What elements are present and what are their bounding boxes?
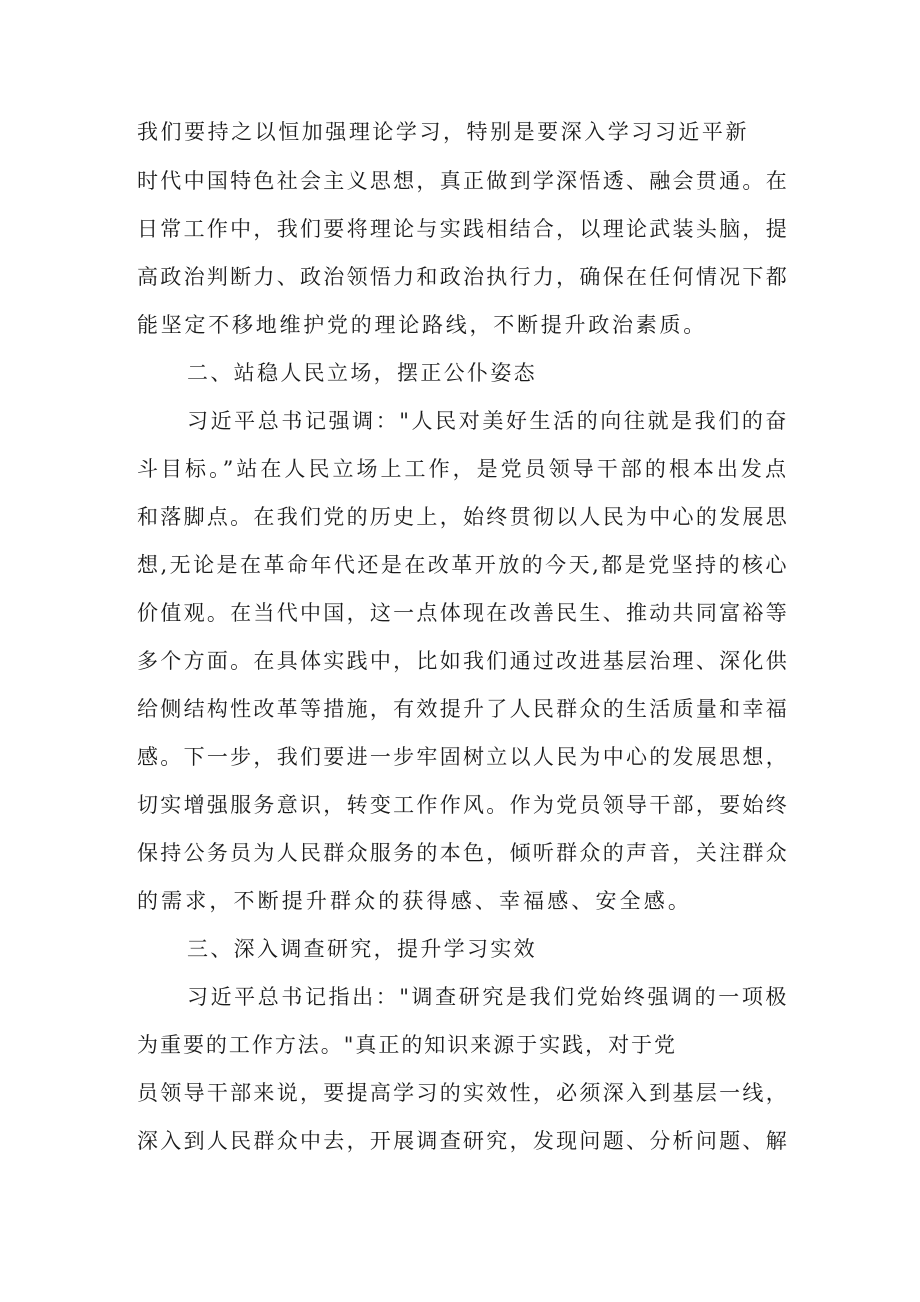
text-line: 给侧结构性改革等措施，有效提升了人民群众的生活质量和幸福: [137, 697, 789, 721]
text-line: 日常工作中，我们要将理论与实践相结合，以理论武装头脑，提: [137, 217, 789, 241]
text-line: 想,无论是在革命年代还是在改革开放的今天,都是党坚持的核心: [137, 553, 789, 577]
section-heading: 三、深入调查研究，提升学习实效: [187, 937, 537, 961]
text-line: 我们要持之以恒加强理论学习，特别是要深入学习习近平新: [137, 120, 749, 144]
text-line: 习近平总书记强调："人民对美好生活的向往就是我们的奋: [187, 409, 789, 433]
text-line: 保持公务员为人民群众服务的本色，倾听群众的声音，关注群众: [137, 841, 789, 865]
text-line: 价值观。在当代中国，这一点体现在改善民生、推动共同富裕等: [137, 601, 789, 625]
text-line: 感。下一步，我们要进一步牢固树立以人民为中心的发展思想，: [137, 745, 789, 769]
text-line: 员领导干部来说，要提高学习的实效性，必须深入到基层一线，: [137, 1081, 789, 1105]
text-line: 为重要的工作方法。"真正的知识来源于实践，对于党: [137, 1033, 677, 1057]
text-line: 高政治判断力、政治领悟力和政治执行力，确保在任何情况下都: [137, 265, 789, 289]
text-line: 斗目标。”站在人民立场上工作，是党员领导干部的根本出发点: [137, 457, 789, 481]
text-line: 切实增强服务意识，转变工作作风。作为党员领导干部，要始终: [137, 793, 789, 817]
text-line: 时代中国特色社会主义思想，真正做到学深悟透、融会贯通。在: [137, 169, 789, 193]
text-line: 的需求，不断提升群众的获得感、幸福感、安全感。: [137, 889, 692, 913]
text-line: 能坚定不移地维护党的理论路线，不断提升政治素质。: [137, 313, 707, 337]
text-line: 习近平总书记指出："调查研究是我们党始终强调的一项极: [187, 985, 789, 1009]
section-heading: 二、站稳人民立场，摆正公仆姿态: [187, 361, 537, 385]
text-line: 多个方面。在具体实践中，比如我们通过改进基层治理、深化供: [137, 649, 789, 673]
text-line: 深入到人民群众中去，开展调查研究，发现问题、分析问题、解: [137, 1129, 789, 1153]
text-line: 和落脚点。在我们党的历史上，始终贯彻以人民为中心的发展思: [137, 505, 789, 529]
